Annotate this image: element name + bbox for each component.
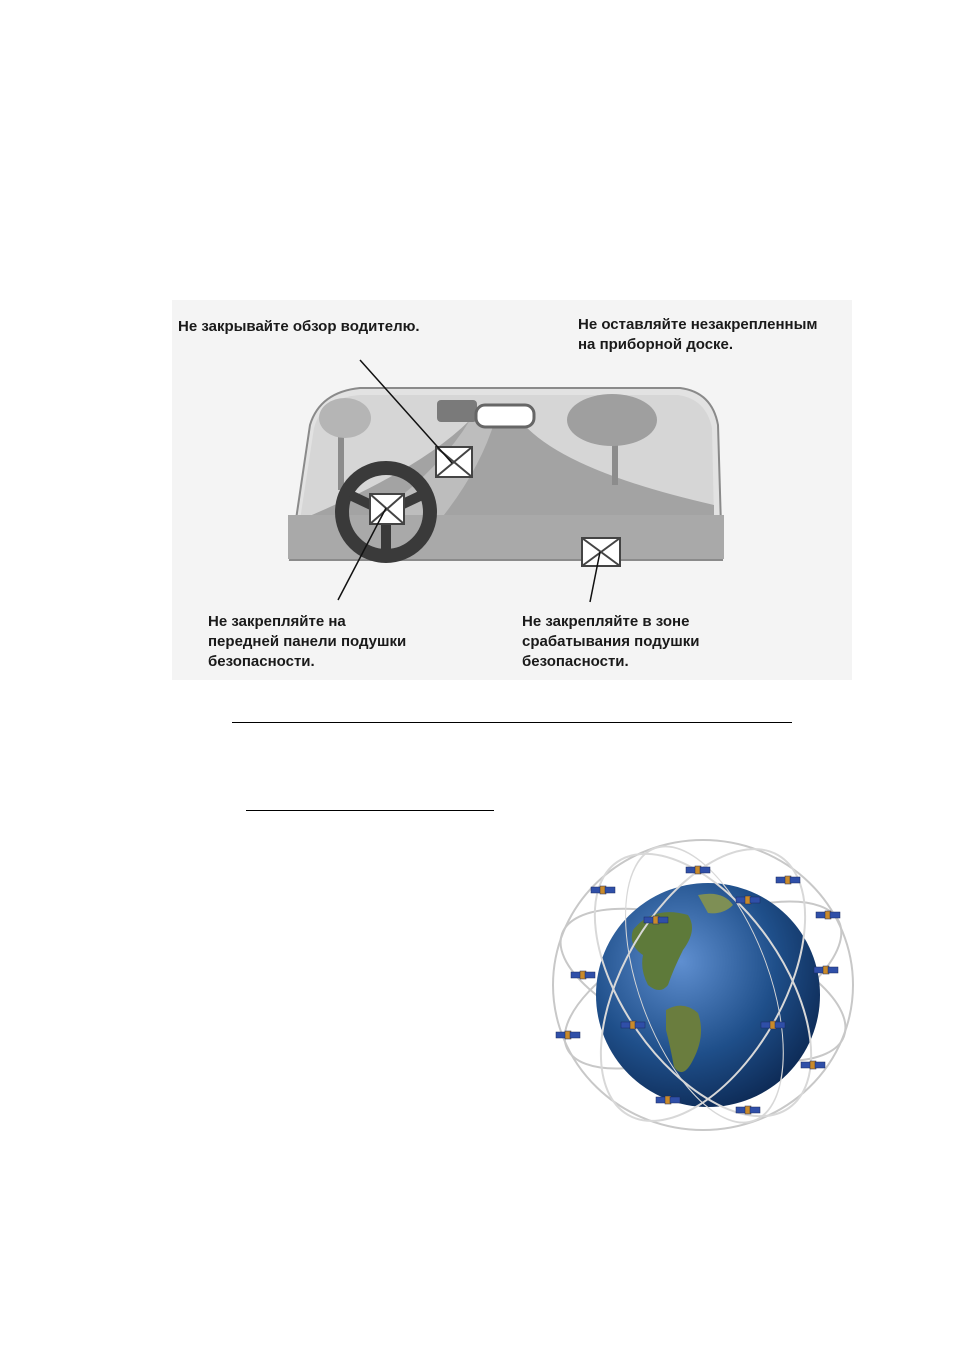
caption-driver-view: Не закрывайте обзор водителю.	[178, 318, 420, 335]
caption-dashboard-loose: Не оставляйте незакрепленным на приборной доске.	[578, 316, 818, 353]
satellite-icon	[644, 916, 668, 924]
satellite-icon	[591, 886, 615, 894]
no-mount-icon	[582, 538, 620, 566]
satellite-icon	[686, 866, 710, 874]
divider-line	[246, 810, 494, 811]
satellite-icon	[656, 1096, 680, 1104]
satellite-icon	[556, 1031, 580, 1039]
rearview-mirror	[476, 405, 534, 427]
no-mount-icon	[370, 494, 404, 524]
caption-airbag-panel: Не закрепляйте на передней панели подушки безопасности.	[208, 613, 407, 670]
satellite-icon	[814, 966, 838, 974]
satellite-icon	[571, 971, 595, 979]
satellite-icon	[621, 1021, 645, 1029]
satellite-icon	[736, 896, 760, 904]
satellite-icon	[761, 1021, 785, 1029]
satellite-icon	[776, 876, 800, 884]
divider-line	[232, 722, 792, 723]
globe-icon	[548, 835, 858, 1135]
caption-airbag-zone: Не закрепляйте в зоне срабатывания подушки безопасности.	[522, 613, 700, 670]
gps-constellation-illustration	[548, 835, 858, 1135]
satellite-icon	[801, 1061, 825, 1069]
satellite-icon	[816, 911, 840, 919]
satellite-icon	[736, 1106, 760, 1114]
